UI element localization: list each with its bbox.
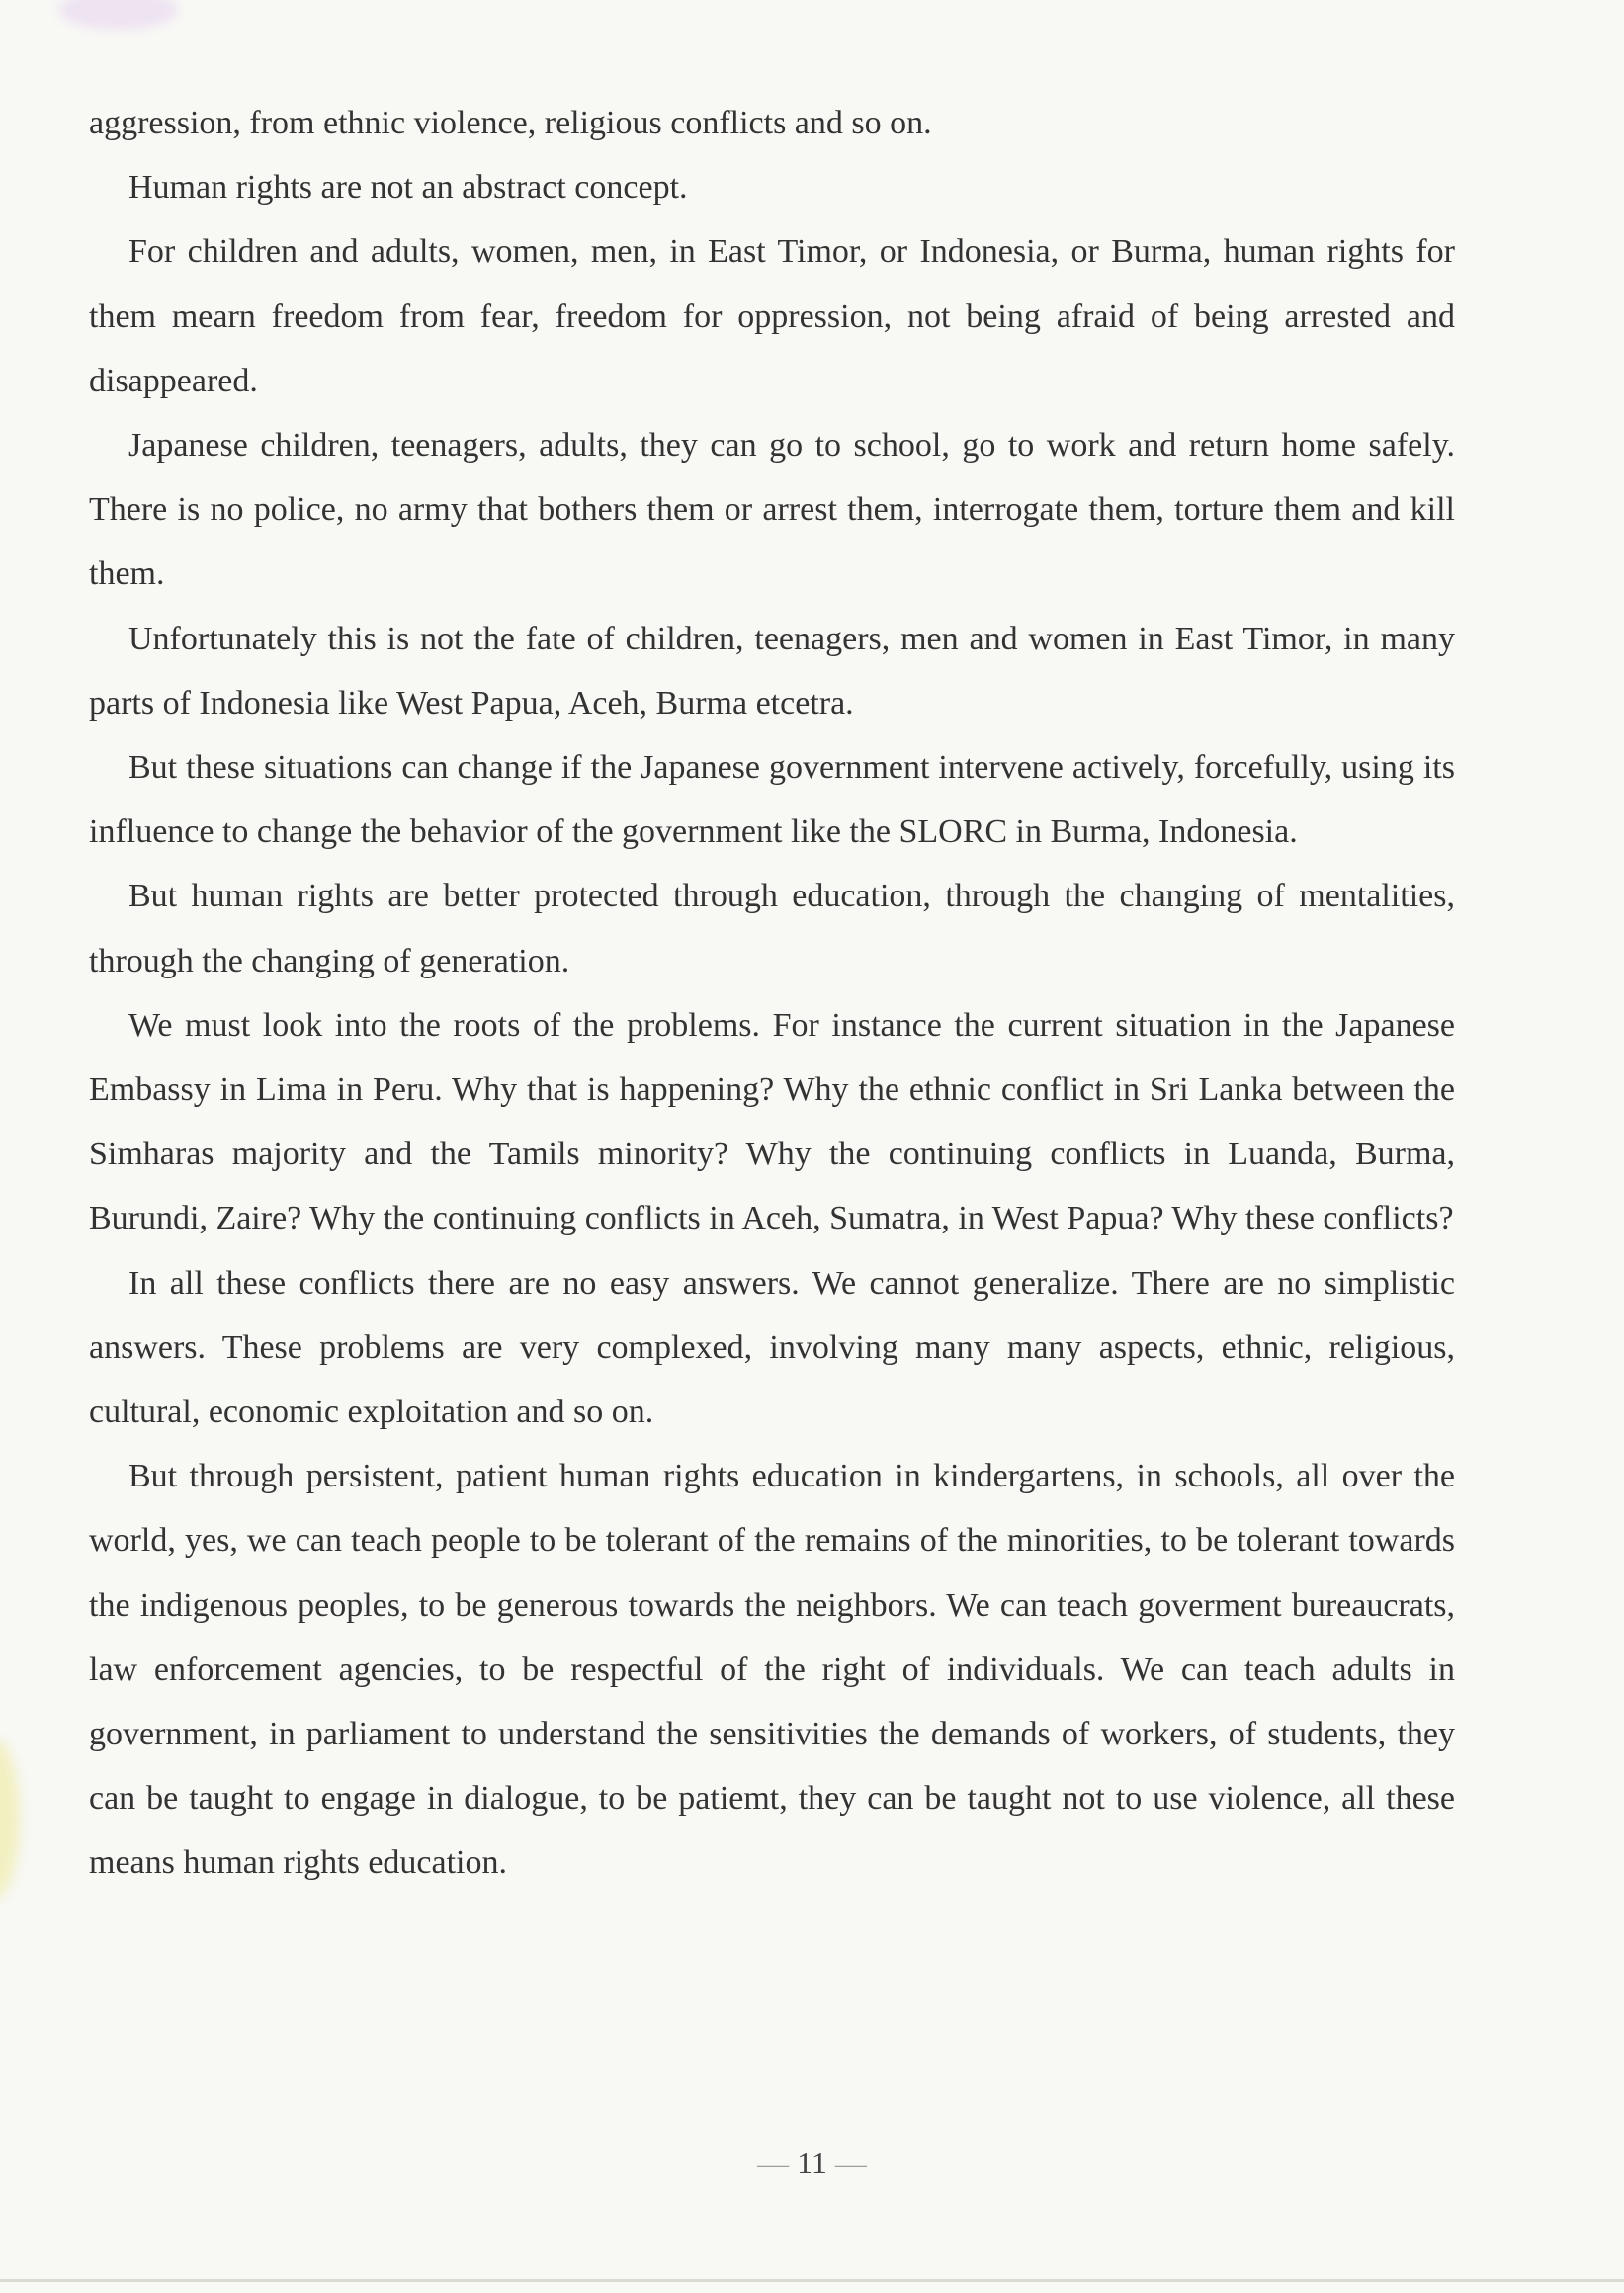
paragraph: Human rights are not an abstract concept. (128, 169, 688, 207)
paragraph: In all these conflicts there are no easy answers. We cannot generalize. There are no simplistic answers. These problems are very complexed, involving many many aspects, ethnic, religious, cultural, economic exploitation and so on. (89, 1264, 1455, 1431)
paper-stain (59, 0, 178, 30)
paragraph: But human rights are better protected through education, through the changing of mentalities, through the changing of generation. (89, 878, 1455, 979)
page-edge (0, 2279, 1624, 2282)
paper-stain (0, 1740, 20, 1898)
paragraph: Japanese children, teenagers, adults, they can go to school, go to work and return home safely. There is no police, no army that bothers them or arrest them, interrogate them, torture them and kill them. (89, 427, 1455, 593)
page-number: — 11 — (757, 2145, 867, 2180)
paragraph: Unfortunately this is not the fate of children, teenagers, men and women in East Timor, in many parts of Indonesia like West Papua, Aceh, Burma etcetra. (89, 620, 1455, 722)
paragraph: But these situations can change if the Japanese government intervene actively, forcefully, using its influence to change the behavior of the government like the SLORC in Burma, Indonesia. (89, 749, 1455, 851)
paragraph: We must look into the roots of the problems. For instance the current situation in the Japanese Embassy in Lima in Peru. Why that is happening? Why the ethnic conflict in Sri Lanka between the Simharas majority and the Tamils minority? Why the continuing conflicts in Luanda, Burma, Burundi, Zaire? Why the continuing conflicts in Aceh, Sumatra, in West Papua? Why these conflicts? (89, 1006, 1455, 1237)
body-text (89, 91, 1455, 1896)
paragraph: But through persistent, patient human rights education in kindergartens, in schools, all over the world, yes, we can teach people to be tolerant of the remains of the minorities, to be tolerant towards the indigenous peoples, to be generous towards the neighbors. We can teach goverment bureaucrats, law enforcement agencies, to be respectful of the right of individuals. We can teach adults in government, in parliament to understand the sensitivities the demands of workers, of students, they can be taught to engage in dialogue, to be patiemt, they can be taught not to use violence, all these means human rights education. (89, 1458, 1455, 1882)
paragraph: aggression, from ethnic violence, religious conflicts and so on. (89, 105, 932, 141)
paragraph: For children and adults, women, men, in East Timor, or Indonesia, or Burma, human rights for them mearn freedom from fear, freedom for oppression, not being afraid of being arrested and disappeared. (89, 233, 1455, 399)
